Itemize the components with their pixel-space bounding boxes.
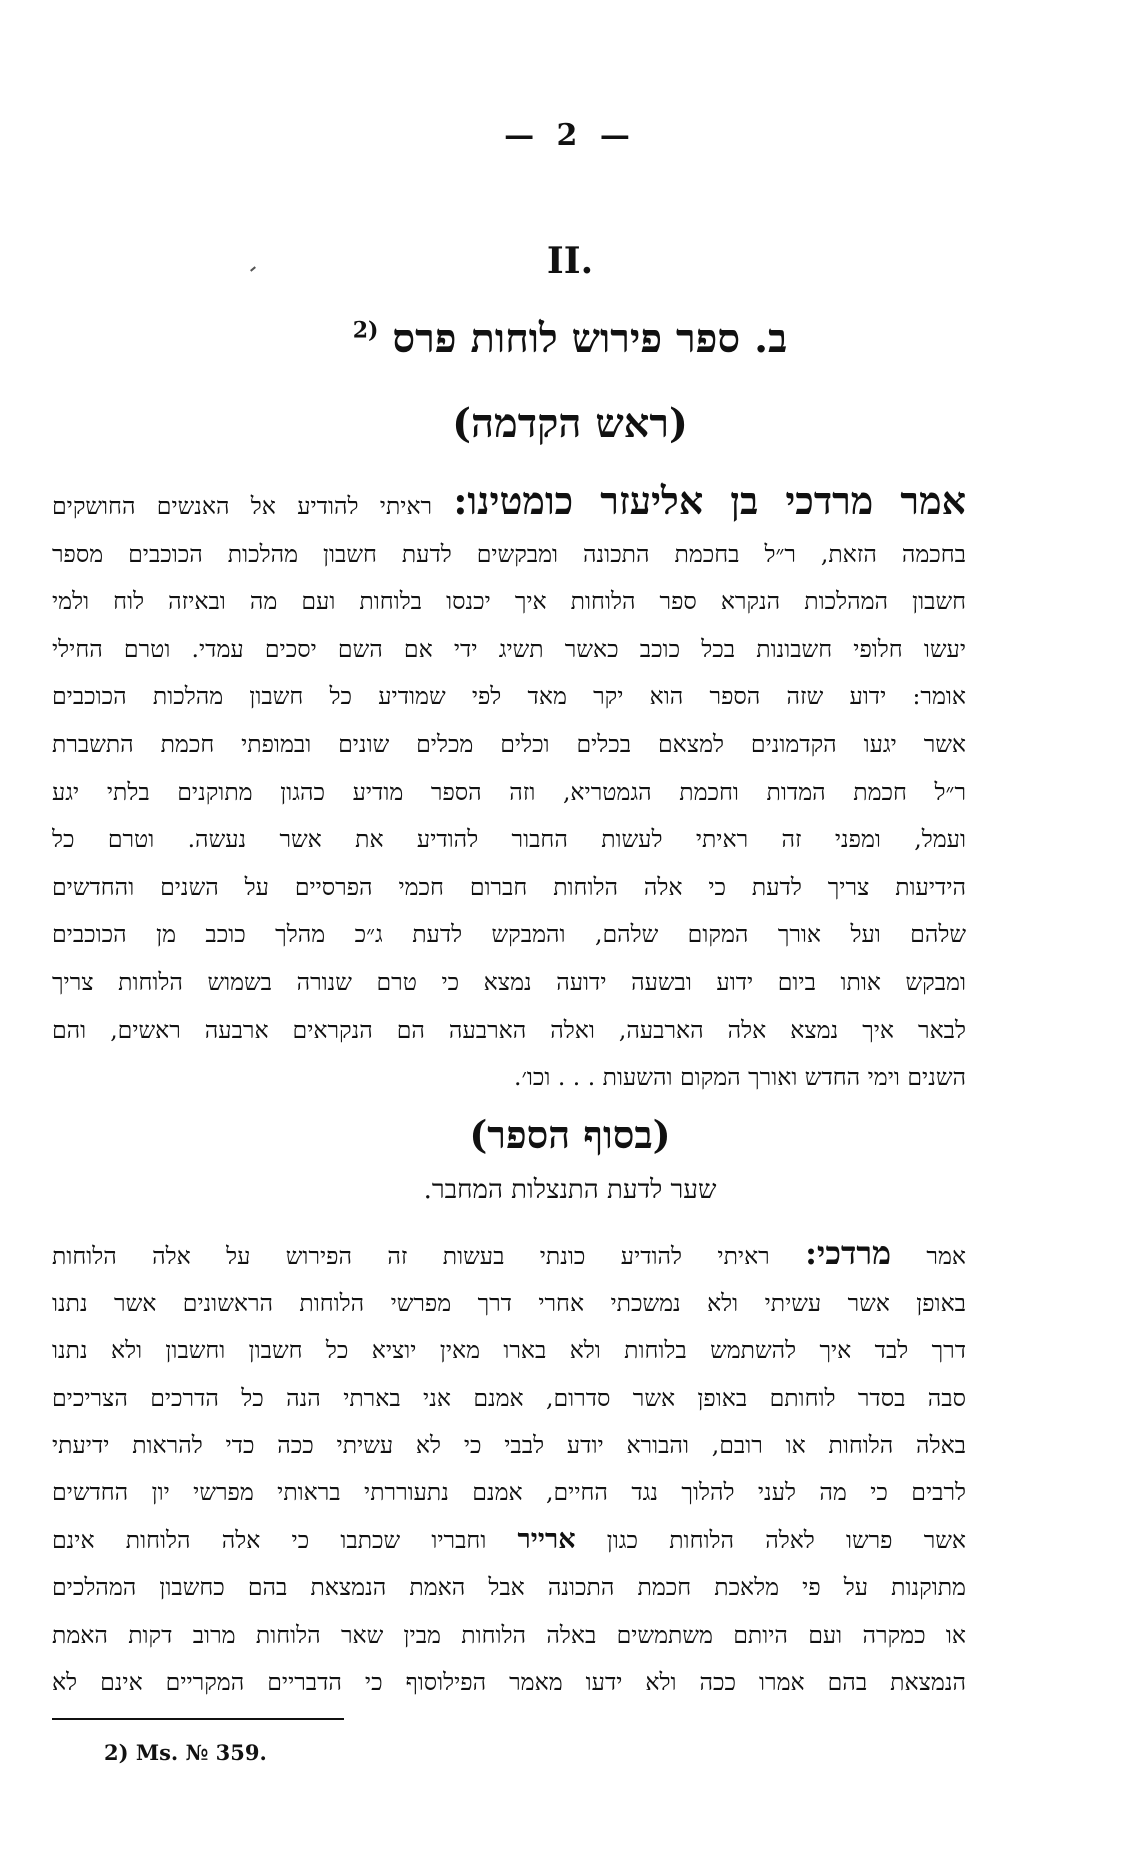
- book-title-text: ב. ספר פירוש לוחות פרס: [392, 315, 788, 362]
- ending-line: מתוקנות על פי מלאכת חכמת התכונה אבל האמת הנמצאת בהם כחשבון המהלכים: [52, 1573, 966, 1602]
- ending-line: סבה בסדר לוחותם באופן אשר סדרום, אמנם אני בארתי הנה כל הדרכים הצריכים: [52, 1383, 966, 1412]
- ending-line: [52, 1516, 966, 1564]
- ending-line-text: אשר פרשו לאלה הלוחות כגון: [606, 1526, 966, 1555]
- footnote-rule: [52, 1718, 344, 1720]
- intro-line: אומר: ידוע שזה הספר הוא יקר מאד לפי שמודיע כל חשבון מהלכות הכוכבים: [52, 682, 966, 711]
- book-title: [0, 315, 1140, 362]
- ending-line: באופן אשר עשיתי ולא נמשכתי אחרי דרך מפרשי הלוחות הראשונים אשר נתנו: [52, 1289, 966, 1318]
- intro-line: ר״ל חכמת המדות וחכמת הגמטריא, וזה הספר מודיע כהגון מתוקנים בלתי יגע: [52, 777, 966, 806]
- ending-line: הנמצאת בהם אמרו ככה ולא ידעו מאמר הפילוסוף כי הדבריים המקריים אינם לא: [52, 1667, 966, 1696]
- intro-lead-author: אמר מרדכי בן אליעזר כומטינו:: [453, 478, 966, 523]
- intro-line: חשבון המהלכות הנקרא ספר הלוחות איך יכנסו בלוחות ועם מה ובאיזה לוח ולמי: [52, 587, 966, 616]
- ending-paragraph: [52, 1230, 966, 1706]
- intro-line: ועמל, ומפני זה ראיתי לעשות החבור להודיע את אשר נעשה. וטרם כל: [52, 825, 966, 854]
- footnote: 2) Ms. № 359.: [104, 1740, 267, 1765]
- ending-line: [52, 1230, 966, 1280]
- section-numeral: II.: [546, 240, 594, 282]
- intro-heading: (ראש הקדמה): [452, 400, 688, 447]
- ending-line: דרך לבד איך להשתמש בלוחות ולא בארו מאין יוציא כל חשבון וחשבון ולא נתנו: [52, 1336, 966, 1365]
- emphasized-name: ארייר: [517, 1524, 576, 1556]
- intro-line: יעשו חלופי חשבונות בכל כוכב כאשר תשיג ידי אם השם יסכים עמדי. וטרם החילי: [52, 634, 966, 663]
- intro-line: ומבקש אותו ביום ידוע ובשעה ידועה נמצא כי טרם שנורה בשמוש הלוחות צריך: [52, 967, 966, 996]
- ending-line: או כמקרה ועם היותם משתמשים באלה הלוחות מבין שאר הלוחות מרוב דקות האמת: [52, 1620, 966, 1649]
- end-subtitle: שער לדעת התנצלות המחבר.: [423, 1175, 717, 1205]
- page-number: — 2 —: [504, 118, 636, 153]
- intro-line-text: ראיתי להודיע אל האנשים החושקים: [52, 492, 433, 520]
- footnote-reference: (2: [352, 317, 379, 344]
- intro-line: שלהם ועל אורך המקום שלהם, והמבקש לדעת ג״כ מהלך כוכב מן הכוכבים: [52, 920, 966, 949]
- intro-line: לבאר איך נמצא אלה הארבעה, ואלה הארבעה הם הנקראים ארבעה ראשים, והם: [52, 1015, 966, 1044]
- intro-line: [52, 477, 966, 531]
- ending-line-text: וחבריו שכתבו כי אלה הלוחות אינם: [52, 1526, 487, 1555]
- intro-paragraph: [52, 477, 966, 1102]
- ending-line: באלה הלוחות או רובם, והבורא יודע לבבי כי לא עשיתי ככה כדי להראות ידיעתי: [52, 1430, 966, 1459]
- intro-line: בחכמה הזאת, ר״ל בחכמת התכונה ומבקשים לדעת חשבון מהלכות הכוכבים מספר: [52, 539, 966, 568]
- end-heading: (בסוף הספר): [469, 1112, 671, 1157]
- intro-line: אשר יגעו הקדמונים למצאם בכלים וכלים מכלים שונים ובמופתי חכמת התשברת: [52, 729, 966, 758]
- ending-lead-author: מרדכי:: [805, 1234, 892, 1272]
- ending-line: לרבים כי מה לעני להלוך נגד החיים, אמנם נתעוררתי בראותי מפרשי יון החדשים: [52, 1478, 966, 1507]
- ending-lead-word: אמר: [926, 1242, 966, 1270]
- intro-line: השנים וימי החדש ואורך המקום והשעות . . . וכו׳.: [513, 1063, 966, 1092]
- intro-line: הידיעות צריך לדעת כי אלה הלוחות חברום חכמי הפרסיים על השנים והחדשים: [52, 872, 966, 901]
- ending-line-text: ראיתי להודיע כונתי בעשות זה הפירוש על אלה הלוחות: [52, 1242, 770, 1270]
